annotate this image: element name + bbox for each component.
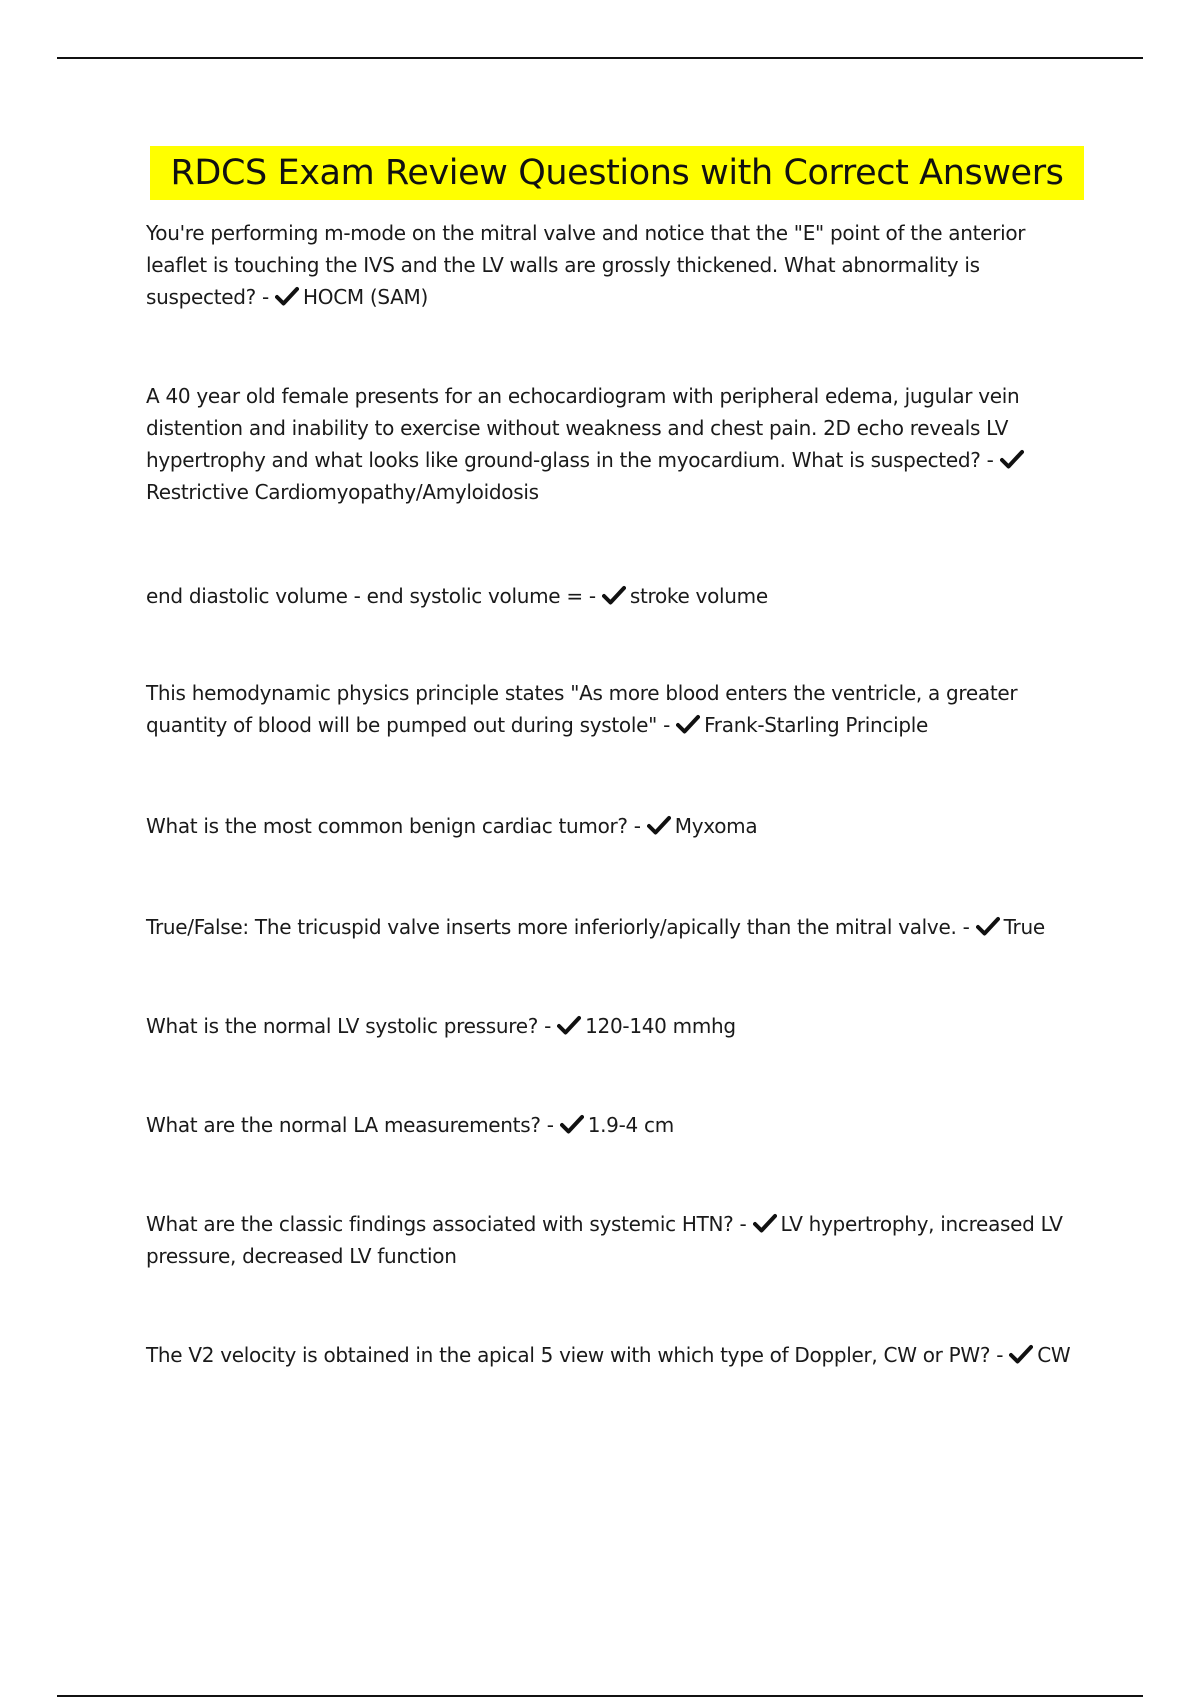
qa-item <box>146 380 1086 508</box>
separator: - <box>627 814 647 838</box>
answer-text: Frank-Starling Principle <box>704 713 928 737</box>
separator: - <box>956 915 976 939</box>
qa-item <box>146 911 1086 943</box>
qa-item <box>146 810 1086 842</box>
checkmark-icon <box>557 1015 583 1035</box>
question-text: What are the normal LA measurements? <box>146 1113 541 1137</box>
checkmark-icon <box>602 585 628 605</box>
answer-text: 120-140 mmhg <box>585 1014 736 1038</box>
question-text: end diastolic volume - end systolic volume = <box>146 584 583 608</box>
checkmark-icon <box>976 916 1002 936</box>
checkmark-icon <box>647 815 673 835</box>
checkmark-icon <box>560 1114 586 1134</box>
question-text: The V2 velocity is obtained in the apical 5 view with which type of Doppler, CW or PW? <box>146 1343 991 1367</box>
separator: - <box>538 1014 558 1038</box>
qa-item <box>146 1339 1086 1371</box>
qa-item <box>146 677 1086 741</box>
checkmark-icon <box>1009 1344 1035 1364</box>
checkmark-icon <box>1000 449 1026 469</box>
separator: - <box>990 1343 1010 1367</box>
page-title: RDCS Exam Review Questions with Correct Answers <box>170 152 1064 193</box>
checkmark-icon <box>676 714 702 734</box>
qa-item <box>146 1208 1086 1272</box>
separator: - <box>582 584 602 608</box>
answer-text: 1.9-4 cm <box>587 1113 674 1137</box>
question-text: What is the normal LV systolic pressure? <box>146 1014 539 1038</box>
separator: - <box>657 713 677 737</box>
question-text: This hemodynamic physics principle states "As more blood enters the ventricle, a greater quantity of blood will be pumped out during systole" <box>146 681 1018 737</box>
separator: - <box>980 448 1000 472</box>
separator: - <box>733 1212 753 1236</box>
checkmark-icon <box>275 286 301 306</box>
top-rule <box>57 57 1143 59</box>
title-highlight <box>150 146 1084 200</box>
separator: - <box>540 1113 560 1137</box>
separator: - <box>255 285 276 309</box>
question-text: What are the classic findings associated with systemic HTN? <box>146 1212 734 1236</box>
answer-text: Restrictive Cardiomyopathy/Amyloidosis <box>146 480 539 504</box>
answer-text: CW <box>1037 1343 1071 1367</box>
answer-text: stroke volume <box>629 584 768 608</box>
question-text: A 40 year old female presents for an echocardiogram with peripheral edema, jugular vein distention and inability to exercise without weakness and chest pain. 2D echo reveals LV hypertrophy and what looks like ground-glass in the myocardium. What is suspected? <box>146 384 1020 472</box>
answer-text: True <box>1003 915 1045 939</box>
question-text: True/False: The tricuspid valve inserts more inferiorly/apically than the mitral valve. <box>146 915 957 939</box>
question-text: What is the most common benign cardiac tumor? <box>146 814 628 838</box>
qa-item <box>146 580 1086 612</box>
answer-text: Myxoma <box>674 814 758 838</box>
answer-text: LV hypertrophy, increased LV pressure, decreased LV function <box>146 1212 1063 1268</box>
bottom-rule <box>57 1695 1143 1697</box>
question-text: You're performing m-mode on the mitral valve and notice that the "E" point of the anterior leaflet is touching the IVS and the LV walls are grossly thickened. What abnormality is suspected? <box>146 221 1026 309</box>
qa-item <box>146 217 1086 313</box>
answer-text: HOCM (SAM) <box>303 285 429 309</box>
checkmark-icon <box>753 1213 779 1233</box>
qa-item <box>146 1109 1086 1141</box>
qa-item <box>146 1010 1086 1042</box>
